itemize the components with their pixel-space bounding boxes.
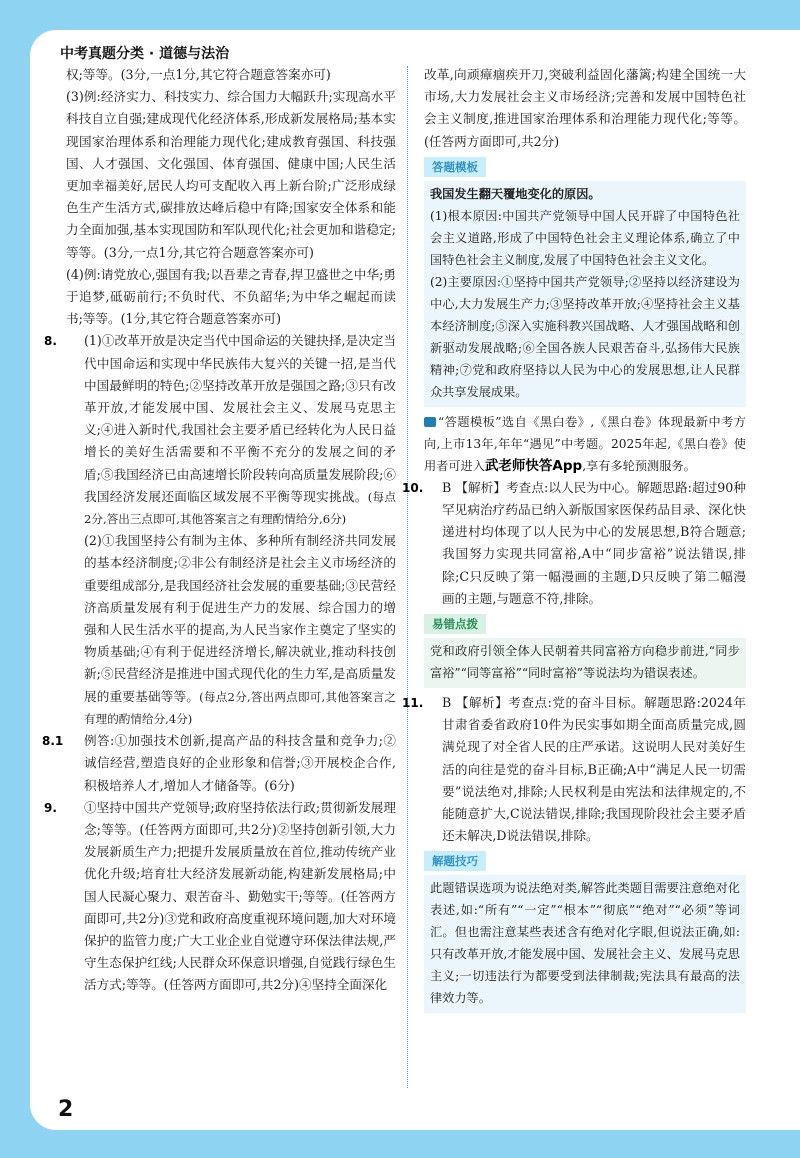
- promo-note: “答题模板”选自《黑白卷》,《黑白卷》体现最新中考方向,上市13年,年年“遇见”中考题。2025年起,《黑白卷》使用者可进入武老师快答App,享有多轮预测服务。: [424, 414, 746, 474]
- question-10: [402, 477, 746, 610]
- question-number: 8.: [44, 334, 57, 349]
- page-header: 中考真题分类 · 道德与法治: [60, 46, 230, 62]
- answer-10: B 【解析】考查点:以人民为中心。解题思路:超过90种罕见病治疗药品已纳入新版国家医保药品目录、深化快递进村均体现了以人民为中心的发展思想,B符合题意;我国努力实现共同富裕,A中“同步富裕”说法错误,排除;C只反映了第一幅漫画的主题,D只反映了第二幅漫画的主题,与题意不符,排除。: [442, 479, 746, 606]
- answer-11: B 【解析】考查点:党的奋斗目标。解题思路:2024年甘肃省委省政府10件为民实事如期全面高质量完成,圆满兑现了对全省人民的庄严承诺。这说明人民对美好生活的向往是党的奋斗目标,B正确;A中“满足人民一切需要”说法绝对,排除;人民权利是由宪法和法律规定的,不能随意扩大,C说法错误,排除;我国现阶段社会主要矛盾还未解决,D说法错误,排除。: [442, 695, 746, 844]
- question-number: 10.: [402, 480, 424, 495]
- book-icon: [424, 417, 436, 427]
- common-mistake-text: 党和政府引领全体人民朝着共同富裕方向稳步前进,“同步富裕”“同等富裕”“同时富裕”等说法均为错误表述。: [430, 644, 740, 681]
- solving-skill-box: [424, 875, 746, 1013]
- question-number: 8.1: [42, 734, 64, 749]
- template-root-cause: (1)根本原因:中国共产党领导中国人民开辟了中国特色社会主义道路,形成了中国特色社会主义理论体系,确立了中国特色社会主义制度,发展了中国特色社会主义文化。: [430, 208, 740, 267]
- common-mistake-box: [424, 638, 746, 688]
- app-name: 武老师快答App: [484, 457, 583, 474]
- scoring-note: (每点2分,答出三点即可,其他答案言之有理酌情给分,6分): [84, 489, 396, 527]
- answer-7-3: (3)例:经济实力、科技实力、综合国力大幅跃升;实现高水平科技自立自强;建成现代化经济体系,形成新发展格局;基本实现国家治理体系和治理能力现代化;建成教育强国、科技强国、人才强国、文化强国、体育强国、健康中国;人民生活更加幸福美好,居民人均可支配收入再上新台阶;广泛形成绿色生产生活方式,碳排放达峰后稳中有降;国家安全体系和能力全面加强,基本实现国防和军队现代化;社会更加和谐稳定;等等。(3分,一点1分,其它符合题意答案亦可): [66, 89, 396, 260]
- answer-7-2-tail: 权;等等。(3分,一点1分,其它符合题意答案亦可): [66, 67, 331, 82]
- right-column: [402, 64, 746, 1017]
- scoring-note: (每点2分,答出两点即可,其他答案言之有理的酌情给分,4分): [84, 689, 396, 726]
- question-8: [44, 330, 396, 730]
- page-number: 2: [58, 1097, 74, 1122]
- answer-7-4: (4)例:请党放心,强国有我;以吾辈之青春,捍卫盛世之中华;勇于追梦,砥砺前行;不负时代、不负韶华;为中华之崛起而读书;等等。(1分,其它符合题意答案亦可): [66, 266, 396, 327]
- column-divider: [407, 66, 408, 1088]
- question-9: [44, 797, 396, 997]
- tag-common-mistake: 易错点拨: [424, 614, 486, 634]
- question-11: [402, 692, 746, 847]
- solving-skill-text: 此题错误选项为说法绝对类,解答此类题目需要注意绝对化表述,如:“所有”“一定”“根本”“彻底”“绝对”“必须”等词汇。但也需注意某些表述含有绝对化字眼,但说法正确,如:只有改革开放,才能发展中国、发展社会主义、发展马克思主义;一切违法行为都要受到法律制裁;宪法具有最高的法律效力等。: [430, 881, 740, 1006]
- answer-8-2: (2)①我国坚持公有制为主体、多种所有制经济共同发展的基本经济制度;②非公有制经济是社会主义市场经济的重要组成部分,是我国经济社会发展的重要基础;③民营经济高质量发展有利于促进生产力的发展、综合国力的增强和人民生活水平的提高,为人民当家作主奠定了坚实的物质基础;④有利于促进经济增长,解决就业,推动科技创新;⑤民营经济是推进中国式现代化的生力军,是高质量发展的重要基础等等。(每点2分,答出两点即可,其他答案言之有理的酌情给分,4分): [84, 533, 396, 726]
- answer-template-box: [424, 181, 746, 407]
- tag-answer-template: 答题模板: [424, 157, 486, 177]
- answer-8-1-text: 例答:①加强技术创新,提高产品的科技含量和竞争力;②诚信经营,塑造良好的企业形象和信誉;③开展校企合作,积极培养人才,增加人才储备等。(6分): [84, 733, 396, 793]
- answer-9-tail: 改革,向顽瘴痼疾开刀,突破利益固化藩篱;构建全国统一大市场,大力发展社会主义市场经济;完善和发展中国特色社会主义制度,推进国家治理体系和治理能力现代化;等等。(任答两方面即可,共2分): [424, 67, 746, 149]
- answer-9: ①坚持中国共产党领导;政府坚持依法行政;贯彻新发展理念;等等。(任答两方面即可,共2分)②坚持创新引领,大力发展新质生产力;把提升发展质量放在首位,推动传统产业优化升级;培育壮大经济发展新动能,构建新发展格局;中国人民凝心聚力、艰苦奋斗、勤勉实干;等等。(任答两方面即可,共2分)③党和政府高度重视环境问题,加大对环境保护的监管力度;广大工业企业自觉遵守环保法律法规,严守生态保护红线;人民群众环保意识增强,自觉践行绿色生活方式;等等。(任答两方面即可,共2分)④坚持全面深化: [84, 799, 396, 993]
- question-8-1: [42, 730, 396, 797]
- question-number: 11.: [402, 696, 424, 711]
- tag-solving-skill: 解题技巧: [424, 851, 486, 871]
- template-title: 我国发生翻天覆地变化的原因。: [430, 186, 601, 201]
- question-number: 9.: [44, 800, 57, 815]
- template-main-cause: (2)主要原因:①坚持中国共产党领导;②坚持以经济建设为中心,大力发展生产力;③坚持改革开放;④坚持社会主义基本经济制度;⑤深入实施科教兴国战略、人才强国战略和创新驱动发展战略;⑥全国各族人民艰苦奋斗,弘扬伟大民族精神;⑦党和政府坚持以人民为中心的发展思想,让人民群众共享发展成果。: [430, 274, 740, 399]
- answer-8-1: (1)①改革开放是决定当代中国命运的关键抉择,是决定当代中国命运和实现中华民族伟大复兴的关键一招,是当代中国最鲜明的特色;②坚持改革开放是强国之路;③只有改革开放,才能发展中国、发展社会主义、发展马克思主义;④进入新时代,我国社会主要矛盾已经转化为人民日益增长的美好生活需要和不平衡不充分的发展之间的矛盾;⑤我国经济已由高速增长阶段转向高质量发展阶段;⑥我国经济发展还面临区域发展不平衡等现实挑战。(每点2分,答出三点即可,其他答案言之有理酌情给分,6分): [84, 333, 396, 527]
- left-column: [42, 64, 396, 997]
